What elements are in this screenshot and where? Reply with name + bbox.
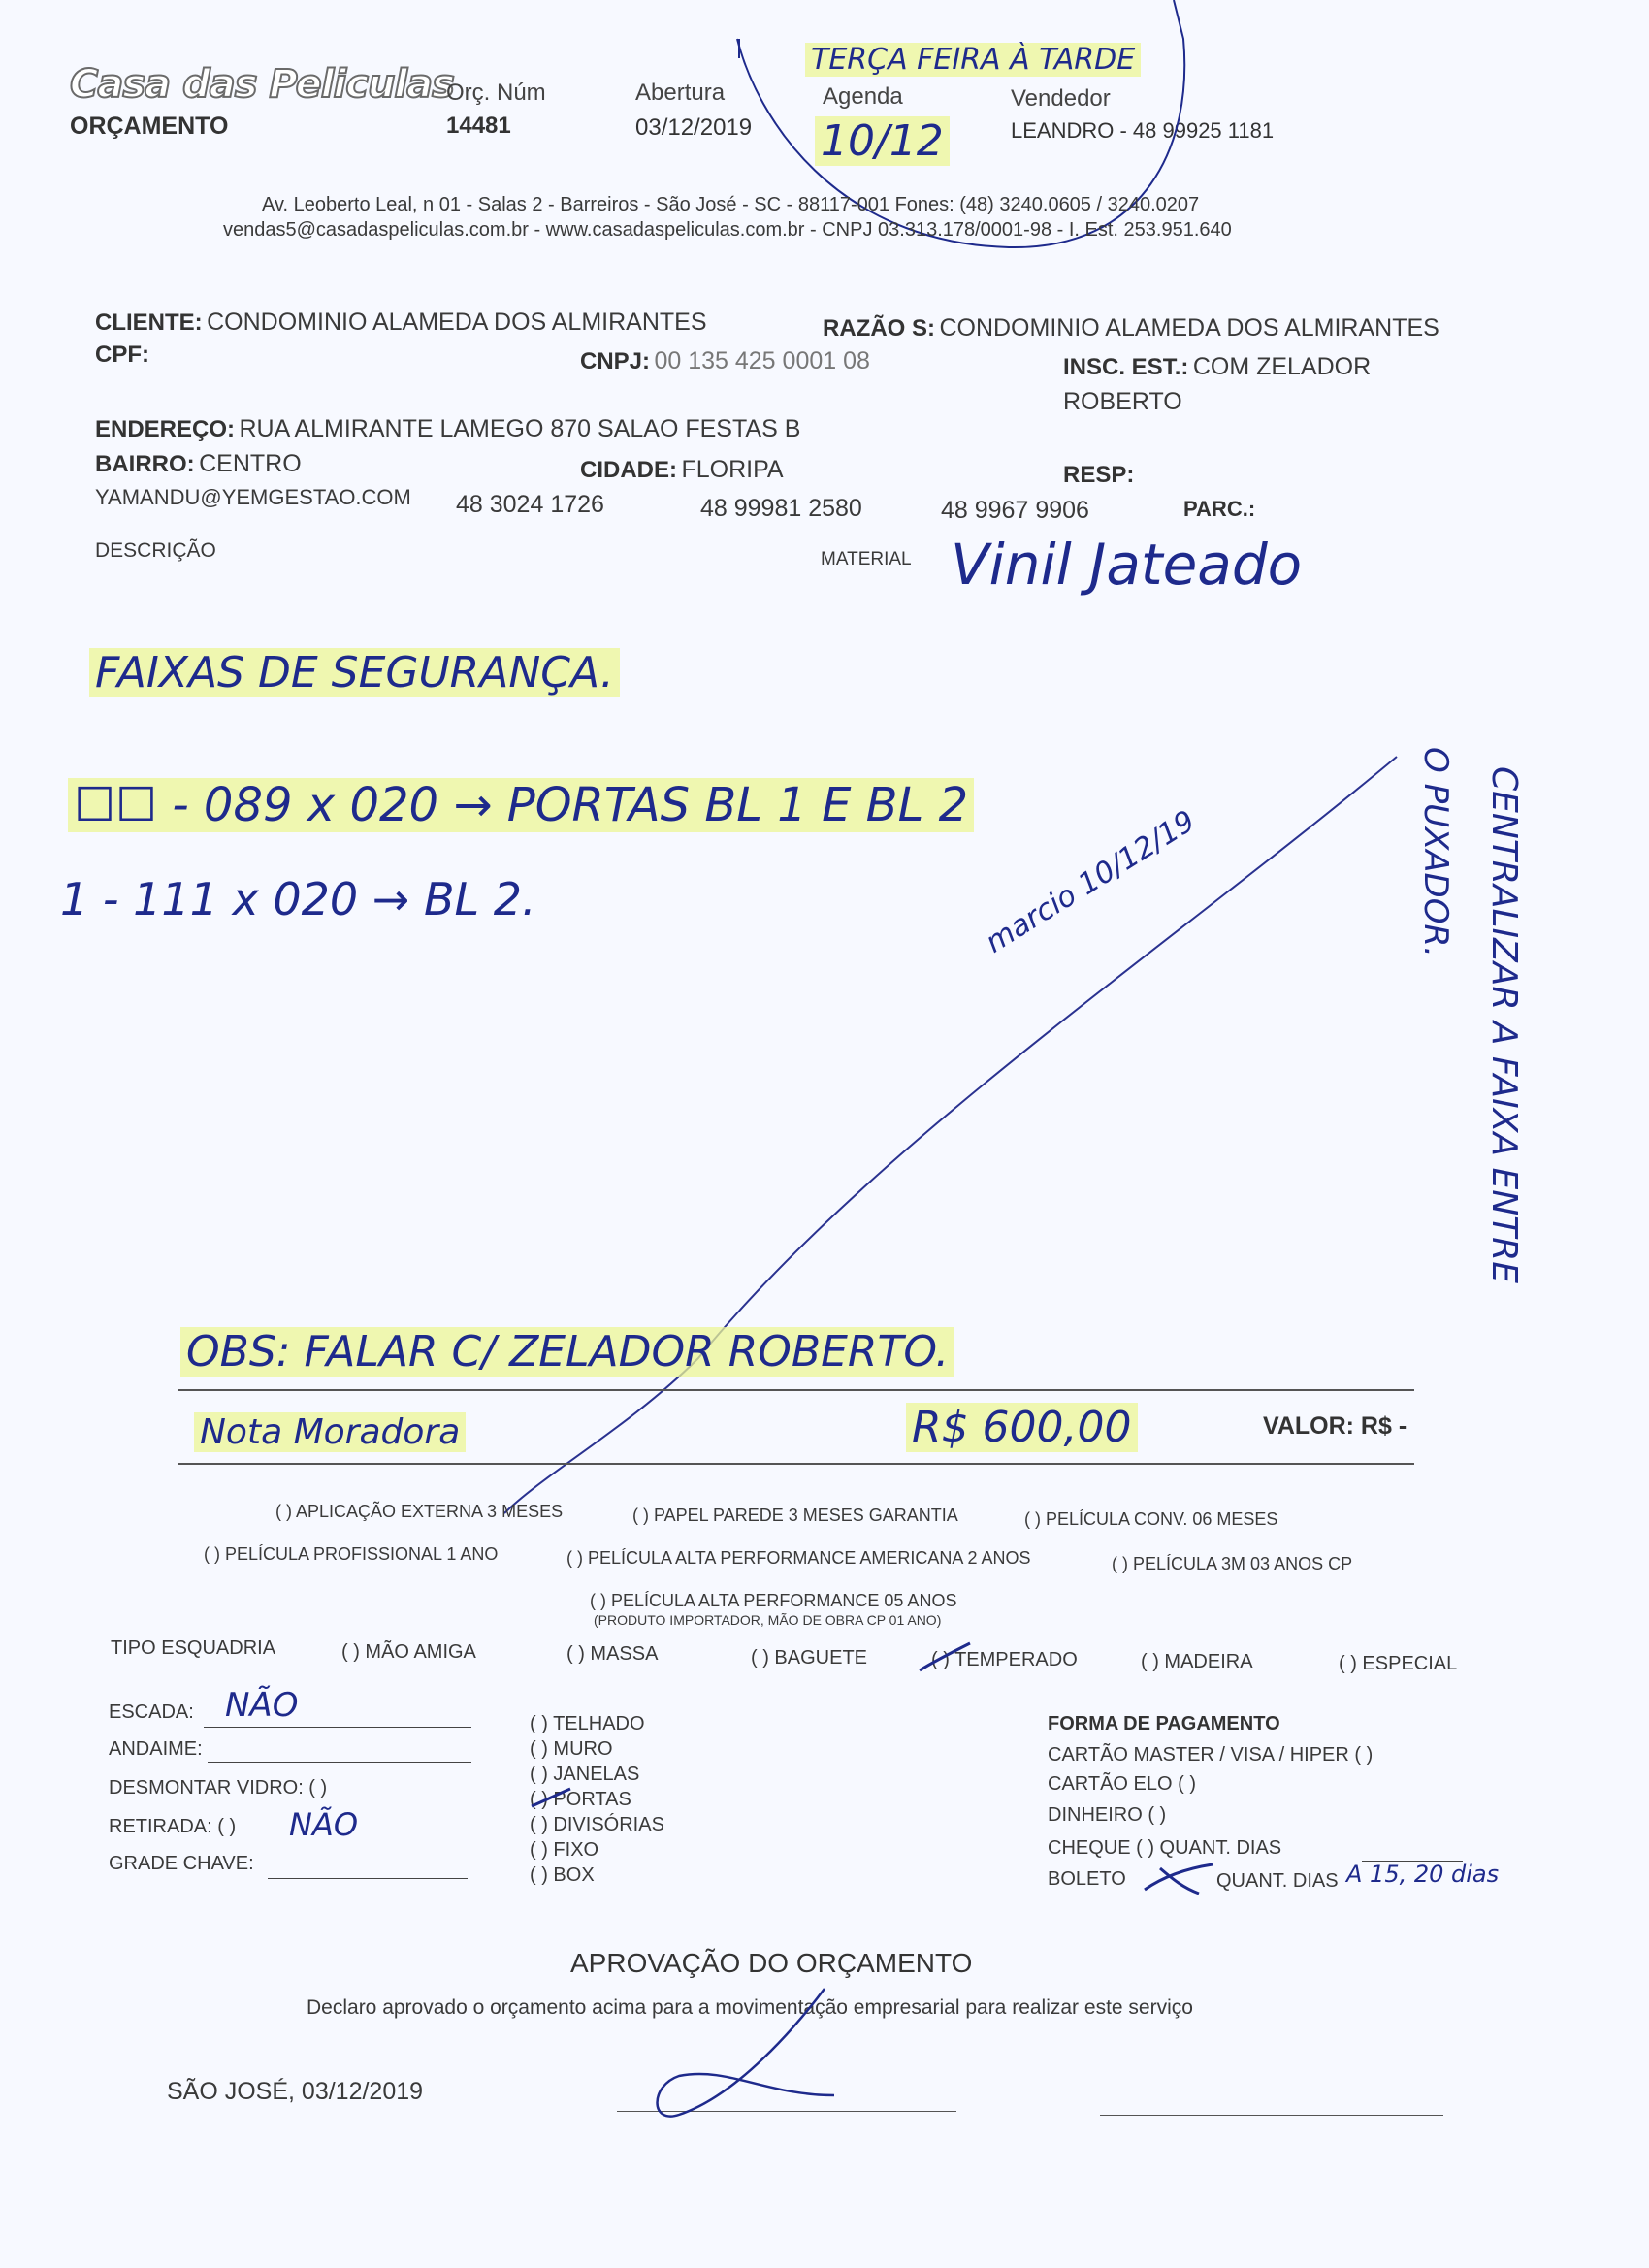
razao-value: CONDOMINIO ALAMEDA DOS ALMIRANTES	[939, 314, 1439, 341]
signature-line-company	[1100, 2115, 1443, 2116]
local-janelas[interactable]: ( ) JANELAS	[530, 1764, 640, 1785]
obs-line-2	[178, 1463, 1414, 1465]
cidade-value: FLORIPA	[681, 456, 784, 483]
retirada-value: NÃO	[289, 1806, 359, 1843]
client-phone-1: 48 3024 1726	[456, 491, 604, 518]
pagamento-elo[interactable]: CARTÃO ELO ( )	[1048, 1773, 1196, 1795]
bairro-value: CENTRO	[199, 450, 302, 477]
pagamento-dinheiro[interactable]: DINHEIRO ( )	[1048, 1804, 1167, 1826]
orc-value: 14481	[446, 113, 511, 139]
place-date: SÃO JOSÉ, 03/12/2019	[167, 2078, 424, 2105]
boleto-check-mark	[1141, 1861, 1218, 1899]
cliente-value: CONDOMINIO ALAMEDA DOS ALMIRANTES	[207, 308, 707, 336]
cnpj-label: CNPJ:	[580, 348, 651, 374]
boleto-dias-label: QUANT. DIAS	[1216, 1870, 1339, 1892]
escada-label: ESCADA:	[109, 1701, 194, 1723]
orc-label: Orç. Núm	[446, 80, 546, 106]
escada-value: NÃO	[225, 1686, 299, 1725]
insc-value: COM ZELADOR	[1192, 353, 1372, 380]
price-handwritten: R$ 600,00	[906, 1403, 1138, 1452]
obs-text-2: Nota Moradora	[194, 1412, 466, 1452]
andaime-label: ANDAIME:	[109, 1738, 203, 1760]
desmontar-label: DESMONTAR VIDRO: ( )	[109, 1777, 328, 1798]
parc-label: PARC.:	[1183, 497, 1256, 521]
insc-value-2: ROBERTO	[1063, 388, 1182, 415]
local-muro[interactable]: ( ) MURO	[530, 1738, 613, 1760]
descricao-label: DESCRIÇÃO	[95, 539, 216, 562]
option-aplicacao-externa[interactable]: ( ) APLICAÇÃO EXTERNA 3 MESES	[275, 1502, 564, 1521]
pagamento-cheque[interactable]: CHEQUE ( ) QUANT. DIAS	[1048, 1837, 1282, 1859]
local-portas[interactable]: ( ) PORTAS	[530, 1789, 631, 1810]
option-pelicula-alta-performance[interactable]: ( ) PELÍCULA ALTA PERFORMANCE 05 ANOS	[590, 1591, 957, 1610]
cliente-label: CLIENTE:	[95, 309, 203, 336]
desc-title: FAIXAS DE SEGURANÇA.	[89, 648, 620, 697]
brand-logo: Casa das Peliculas	[70, 62, 454, 107]
pagamento-cartao[interactable]: CARTÃO MASTER / VISA / HIPER ( )	[1048, 1744, 1374, 1766]
esquadria-label: TIPO ESQUADRIA	[111, 1637, 276, 1659]
side-note-2: O PUXADOR.	[1416, 747, 1455, 957]
agenda-note: TERÇA FEIRA À TARDE	[805, 43, 1141, 77]
local-telhado[interactable]: ( ) TELHADO	[530, 1713, 645, 1734]
client-phone-3: 48 9967 9906	[941, 497, 1089, 524]
desc-line-1: ☐☐ - 089 x 020 → PORTAS BL 1 E BL 2	[68, 778, 974, 832]
address-line-2: vendas5@casadaspeliculas.com.br - www.casadaspeliculas.com.br - CNPJ 03.313.178/0001-98 - I. Est. 253.951.640	[223, 219, 1232, 241]
address-line-1: Av. Leoberto Leal, n 01 - Salas 2 - Barreiros - São José - SC - 88117-001 Fones: (48) 3240.0605 / 3240.0207	[262, 194, 1200, 215]
client-phone-2: 48 99981 2580	[700, 495, 862, 522]
option-pelicula-alta-performance-sub: (PRODUTO IMPORTADOR, MÃO DE OBRA CP 01 ANO)	[594, 1612, 942, 1628]
esquadria-massa[interactable]: ( ) MASSA	[566, 1643, 659, 1665]
pagamento-boleto[interactable]: BOLETO	[1048, 1868, 1126, 1890]
option-papel-parede[interactable]: ( ) PAPEL PAREDE 3 MESES GARANTIA	[632, 1506, 958, 1525]
endereco-value: RUA ALMIRANTE LAMEGO 870 SALAO FESTAS B	[239, 415, 801, 442]
signature-mark	[621, 1979, 873, 2124]
escada-underline	[204, 1727, 471, 1728]
abertura-label: Abertura	[635, 80, 726, 106]
insc-label: INSC. EST.:	[1063, 354, 1189, 380]
temperado-check-mark	[916, 1639, 974, 1678]
material-label: MATERIAL	[821, 549, 912, 569]
option-pelicula-americana[interactable]: ( ) PELÍCULA ALTA PERFORMANCE AMERICANA 2 ANOS	[566, 1548, 1031, 1568]
vendedor-label: Vendedor	[1011, 85, 1111, 112]
local-divisorias[interactable]: ( ) DIVISÓRIAS	[530, 1814, 664, 1835]
esquadria-baguete[interactable]: ( ) BAGUETE	[751, 1647, 868, 1669]
vendedor-value: LEANDRO - 48 99925 1181	[1011, 118, 1275, 143]
pagamento-title: FORMA DE PAGAMENTO	[1048, 1713, 1280, 1734]
esquadria-temperado[interactable]: ( ) TEMPERADO	[931, 1649, 1078, 1670]
razao-label: RAZÃO S:	[823, 315, 935, 341]
option-pelicula-3m[interactable]: ( ) PELÍCULA 3M 03 ANOS CP	[1112, 1554, 1353, 1573]
local-fixo[interactable]: ( ) FIXO	[530, 1839, 599, 1861]
esquadria-mao-amiga[interactable]: ( ) MÃO AMIGA	[341, 1641, 476, 1663]
boleto-dias-value: A 15, 20 dias	[1346, 1861, 1500, 1888]
obs-text: OBS: FALAR C/ ZELADOR ROBERTO.	[180, 1327, 954, 1377]
obs-line-1	[178, 1389, 1414, 1391]
option-pelicula-conv[interactable]: ( ) PELÍCULA CONV. 06 MESES	[1024, 1509, 1278, 1529]
signature-note: marcio 10/12/19	[980, 803, 1202, 960]
agenda-value: 10/12	[815, 116, 950, 166]
desc-line-2: 1 - 111 x 020 → BL 2.	[60, 873, 536, 925]
valor-label: VALOR: R$ -	[1263, 1412, 1407, 1440]
abertura-value: 03/12/2019	[635, 114, 753, 141]
client-email: YAMANDU@YEMGESTAO.COM	[95, 485, 411, 509]
doc-type: ORÇAMENTO	[70, 113, 229, 140]
resp-label: RESP:	[1063, 462, 1135, 488]
cpf-label: CPF:	[95, 341, 149, 368]
option-pelicula-profissional[interactable]: ( ) PELÍCULA PROFISSIONAL 1 ANO	[204, 1544, 499, 1564]
cnpj-value: 00 135 425 0001 08	[654, 347, 870, 374]
material-value: Vinil Jateado	[951, 532, 1303, 598]
side-note-1: CENTRALIZAR A FAIXA ENTRE	[1484, 766, 1524, 1283]
local-box[interactable]: ( ) BOX	[530, 1864, 595, 1886]
endereco-label: ENDEREÇO:	[95, 416, 236, 442]
esquadria-madeira[interactable]: ( ) MADEIRA	[1141, 1651, 1253, 1672]
approval-title: APROVAÇÃO DO ORÇAMENTO	[570, 1948, 973, 1978]
portas-check-mark	[528, 1785, 576, 1814]
grade-underline	[268, 1878, 468, 1879]
esquadria-especial[interactable]: ( ) ESPECIAL	[1339, 1653, 1458, 1674]
grade-label: GRADE CHAVE:	[109, 1853, 254, 1874]
cidade-label: CIDADE:	[580, 457, 677, 483]
andaime-underline	[208, 1762, 471, 1763]
agenda-label: Agenda	[823, 83, 903, 110]
approval-text: Declaro aprovado o orçamento acima para a movimentação empresarial para realizar este serviço	[307, 1996, 1193, 2019]
retirada-label: RETIRADA: ( )	[109, 1816, 237, 1837]
bairro-label: BAIRRO:	[95, 451, 195, 477]
